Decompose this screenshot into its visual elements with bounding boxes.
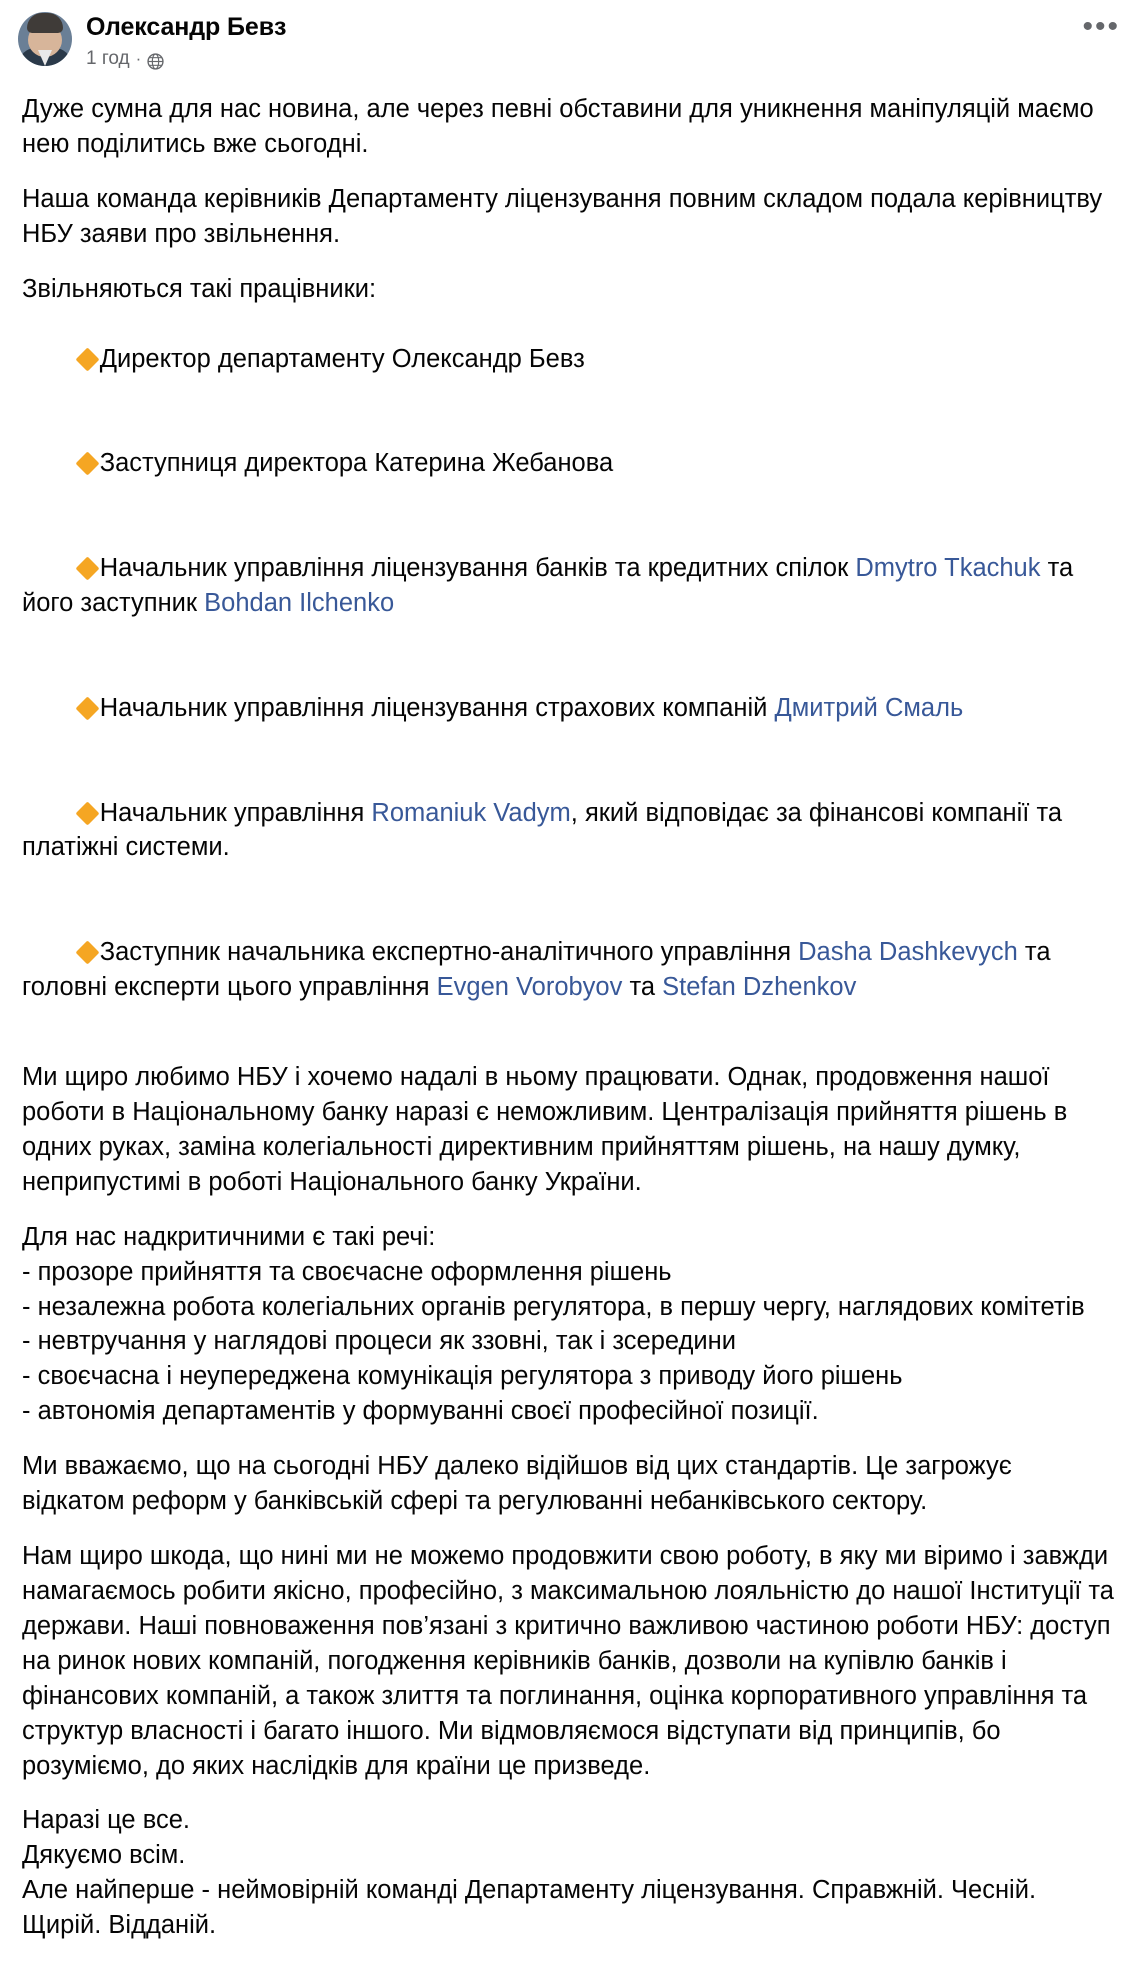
mention-link[interactable]: Bohdan Ilchenko: [204, 588, 395, 617]
list-item-text: Заступник начальника експертно-аналітичного управління: [99, 938, 799, 967]
list-item-text: та: [622, 973, 663, 1002]
avatar[interactable]: [18, 12, 72, 66]
list-item: - своєчасна і неупереджена комунікація регулятора з приводу його рішень: [22, 1362, 903, 1391]
post-header-text: [86, 10, 286, 70]
list-item: [22, 516, 1120, 656]
post-body: [0, 70, 1142, 1943]
orange-diamond-icon: [75, 452, 99, 476]
list-item: [22, 411, 1120, 516]
orange-diamond-icon: [75, 941, 99, 965]
mention-link[interactable]: Dmytro Tkachuk: [855, 554, 1041, 583]
paragraph-6: Ми вважаємо, що на сьогодні НБУ далеко відійшов від цих стандартів. Це загрожує відкатом реформ у банківській сфері та регулюванні небанківського сектору.: [22, 1452, 1019, 1516]
list-item-text: , який відповідає за фінансові компанії та платіжні системи.: [22, 798, 1070, 862]
orange-diamond-icon: [75, 696, 99, 720]
staff-list: [22, 307, 1120, 1040]
critical-points-list: [22, 1255, 1120, 1430]
orange-diamond-icon: [75, 557, 99, 581]
staff-list-intro: Звільняються такі працівники:: [22, 274, 377, 303]
list-item: - прозоре прийняття та своєчасне оформлення рішень: [22, 1257, 672, 1286]
mention-link[interactable]: Romaniuk Vadym: [371, 798, 571, 827]
list-item-text: та головні експерти цього управління: [22, 938, 1058, 1002]
list-item-text: Начальник управління ліцензування банків та кредитних спілок: [99, 554, 856, 583]
post-options-icon[interactable]: •••: [1082, 10, 1120, 43]
list-item: - автономія департаментів у формуванні своєї професійної позиції.: [22, 1397, 819, 1426]
list-item: - невтручання у наглядові процеси як ззовні, так і зсередини: [22, 1327, 736, 1356]
list-item-text: Директор департаменту Олександр Бевз: [99, 344, 585, 373]
mention-link[interactable]: Stefan Dzhenkov: [662, 973, 857, 1002]
closing-line: Дякуємо всім.: [22, 1841, 186, 1870]
meta-separator: ·: [135, 49, 142, 68]
closing-line: Але найперше - неймовірній команді Департаменту ліцензування. Справжній. Чесній. Щирій. Відданій.: [22, 1876, 1044, 1940]
orange-diamond-icon: [75, 801, 99, 825]
list-item: [22, 656, 1120, 761]
mention-link[interactable]: Дмитрий Смаль: [774, 693, 964, 722]
post-timestamp[interactable]: 1 год: [86, 48, 130, 69]
list-item: - незалежна робота колегіальних органів регулятора, в першу чергу, наглядових комітетів: [22, 1292, 1085, 1321]
avatar-hair-shape: [27, 13, 63, 33]
post-header: [0, 0, 1142, 70]
list-item-text: Начальник управління ліцензування страхових компаній: [99, 693, 775, 722]
list-item-text: Начальник управління: [99, 798, 372, 827]
paragraph-4: Ми щиро любимо НБУ і хочемо надалі в ньому працювати. Однак, продовження нашої роботи в Національному банку наразі є неможливим. Централізація прийняття рішень в одних руках, заміна колегіальності директивним прийняттям рішень, на нашу думку, неприпустимі в роботі Національного банку України.: [22, 1062, 1075, 1196]
mention-link[interactable]: Dasha Dashkevych: [798, 938, 1018, 967]
author-name[interactable]: Олександр Бевз: [86, 13, 287, 41]
paragraph-2: Наша команда керівників Департаменту ліцензування повним складом подала керівництву НБУ заяви про звільнення.: [22, 184, 1110, 248]
critical-points-intro: Для нас надкритичними є такі речі:: [22, 1222, 436, 1251]
closing-line: Наразі це все.: [22, 1806, 190, 1835]
globe-icon[interactable]: [147, 53, 164, 70]
post-meta: [86, 48, 286, 70]
list-item: [22, 900, 1120, 1040]
list-item-text: Заступниця директора Катерина Жебанова: [99, 449, 614, 478]
list-item: [22, 761, 1120, 901]
paragraph-7: Нам щиро шкода, що нині ми не можемо продовжити свою роботу, в яку ми віримо і завжди намагаємось робити якісно, професійно, з максимальною лояльністю до нашої Інституції та держави. Наші повноваження пов’язані з критично важливою частиною роботи НБУ: доступ на ринок нових компаній, погодження керівників банків, дозволи на купівлю банків і фінансових компаній, а також злиття та поглинання, оцінка корпоративного управління та структур власності і багато іншого. Ми відмовляємося відступати від принципів, бо розуміємо, до яких наслідків для країни це призведе.: [22, 1542, 1122, 1780]
paragraph-1: Дуже сумна для нас новина, але через певні обставини для уникнення маніпуляцій маємо нею поділитись вже сьогодні.: [22, 95, 1101, 158]
list-item-text: та його заступник: [22, 554, 1081, 617]
orange-diamond-icon: [75, 347, 99, 371]
mention-link[interactable]: Evgen Vorobyov: [436, 973, 623, 1002]
list-item: [22, 307, 1120, 412]
closing-lines: [22, 1803, 1120, 1943]
